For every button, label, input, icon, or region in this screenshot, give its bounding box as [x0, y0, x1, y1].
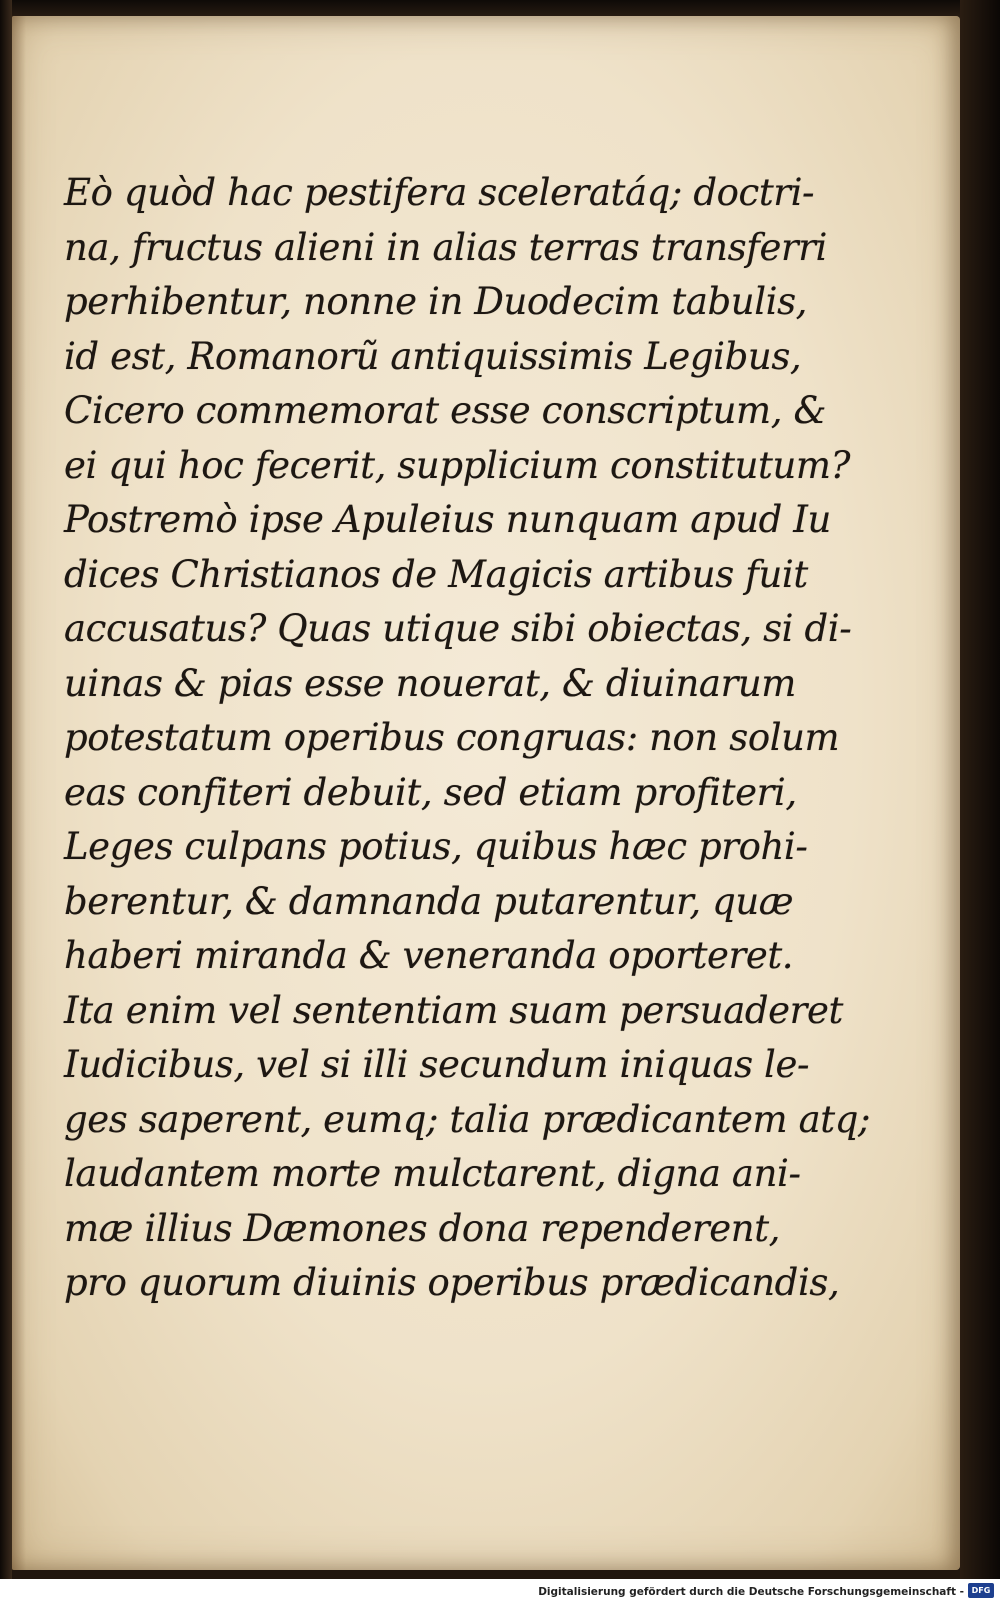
text-line: haberi miranda & veneranda oporteret. — [64, 934, 794, 977]
text-line: perhibentur, nonne in Duodecim tabulis, — [64, 280, 808, 323]
body-text — [64, 166, 871, 1311]
text-line: Postremò ipse Apuleius nunquam apud Iu — [64, 498, 831, 541]
text-line: laudantem morte mulctarent, digna ani- — [64, 1152, 801, 1195]
text-line: Eò quòd hac pestifera sceleratáq; doctri- — [64, 171, 815, 214]
text-line: Iudicibus, vel si illi secundum iniquas le- — [64, 1043, 810, 1086]
text-line: berentur, & damnanda putarentur, quæ — [64, 879, 794, 923]
footer-bar — [0, 1579, 1000, 1601]
text-line: dices Christianos de Magicis artibus fuit — [64, 552, 808, 596]
text-line: Leges culpans potius, quibus hæc prohi- — [64, 825, 808, 868]
text-line: id est, Romanorũ antiquissimis Legibus, — [64, 334, 802, 378]
text-line: na, fructus alieni in alias terras transferri — [64, 225, 827, 269]
text-line: pro quorum diuinis operibus prædicandis, — [64, 1261, 840, 1304]
text-line: Ita enim vel sententiam suam persuaderet — [64, 988, 843, 1032]
funding-credit: Digitalisierung gefördert durch die Deutsche Forschungsgemeinschaft - — [538, 1586, 964, 1598]
text-line: mæ illius Dæmones dona rependerent, — [64, 1206, 781, 1250]
book-cover-edge — [960, 0, 1000, 1580]
page-gutter-shadow — [12, 16, 26, 1570]
text-line: potestatum operibus congruas: non solum — [64, 716, 840, 759]
text-line: accusatus? Quas utique sibi obiectas, si di- — [64, 607, 852, 650]
book-spine-edge — [0, 0, 12, 1580]
text-line: ei qui hoc fecerit, supplicium constitutum? — [64, 443, 851, 487]
text-line: uinas & pias esse nouerat, & diuinarum — [64, 661, 796, 705]
paper-page — [12, 16, 960, 1570]
text-line: eas confiteri debuit, sed etiam profiteri, — [64, 770, 797, 814]
text-line: ges saperent, eumq; talia prædicantem atq; — [64, 1097, 871, 1141]
text-line: Cicero commemorat esse conscriptum, & — [64, 389, 827, 432]
dfg-logo: DFG — [968, 1583, 994, 1598]
